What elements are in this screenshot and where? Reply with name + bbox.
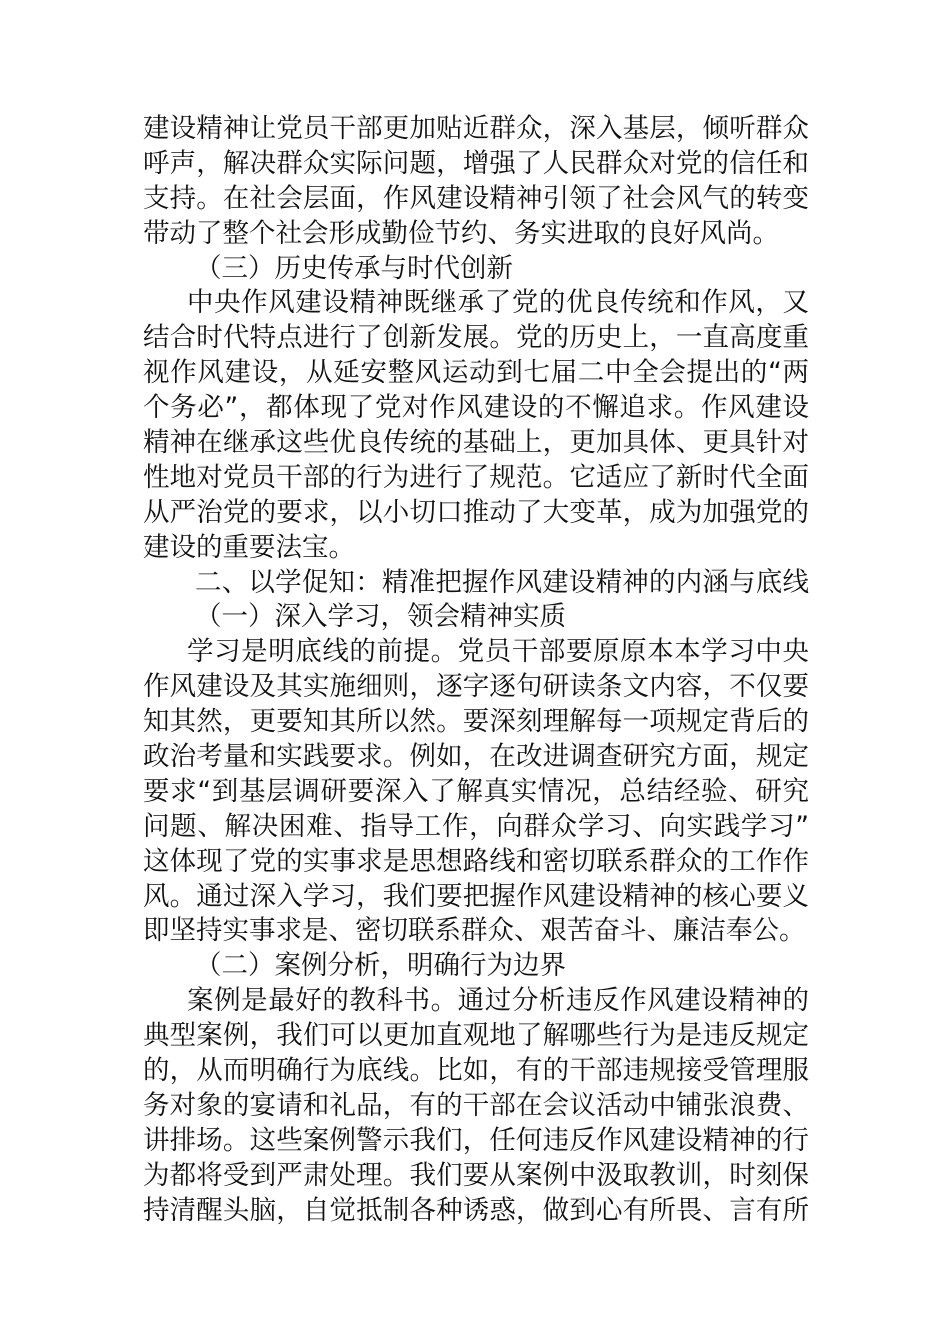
document-body bbox=[143, 112, 809, 1229]
paragraph-line: 这体现了党的实事求是思想路线和密切联系群众的工作作 bbox=[143, 845, 809, 877]
paragraph-line: 讲排场。这些案例警示我们，任何违反作风建设精神的行 bbox=[143, 1124, 809, 1156]
paragraph-line: 案例是最好的教科书。通过分析违反作风建设精神的 bbox=[187, 985, 809, 1017]
paragraph-line: 的，从而明确行为底线。比如，有的干部违规接受管理服 bbox=[143, 1055, 809, 1087]
subsection-heading: （二）案例分析，明确行为边界 bbox=[195, 950, 566, 982]
paragraph-line: 中央作风建设精神既继承了党的优良传统和作风，又 bbox=[187, 287, 809, 319]
paragraph-line: 风。通过深入学习，我们要把握作风建设精神的核心要义 bbox=[143, 880, 809, 912]
paragraph-line: 要求“到基层调研要深入了解真实情况，总结经验、研究 bbox=[143, 775, 809, 807]
paragraph-line: 呼声，解决群众实际问题，增强了人民群众对党的信任和 bbox=[143, 147, 809, 179]
paragraph-line: 为都将受到严肃处理。我们要从案例中汲取教训，时刻保 bbox=[143, 1159, 809, 1191]
subsection-heading: （一）深入学习，领会精神实质 bbox=[195, 601, 566, 633]
section-heading: 二、以学促知：精准把握作风建设精神的内涵与底线 bbox=[195, 566, 809, 598]
paragraph-line: 支持。在社会层面，作风建设精神引领了社会风气的转变 bbox=[143, 182, 809, 214]
paragraph-line: 带动了整个社会形成勤俭节约、务实进取的良好风尚。 bbox=[143, 217, 779, 249]
paragraph-line: 政治考量和实践要求。例如，在改进调查研究方面，规定 bbox=[143, 741, 809, 773]
paragraph-line: 知其然，更要知其所以然。要深刻理解每一项规定背后的 bbox=[143, 706, 809, 738]
paragraph-line: 作风建设及其实施细则，逐字逐句研读条文内容，不仅要 bbox=[143, 671, 809, 703]
paragraph-line: 视作风建设，从延安整风运动到七届二中全会提出的“两 bbox=[143, 357, 809, 389]
paragraph-line: 持清醒头脑，自觉抵制各种诱惑，做到心有所畏、言有所 bbox=[143, 1194, 809, 1226]
paragraph-line: 建设的重要法宝。 bbox=[143, 531, 355, 563]
paragraph-line: 个务必”，都体现了党对作风建设的不懈追求。作风建设 bbox=[143, 392, 809, 424]
paragraph-line: 务对象的宴请和礼品，有的干部在会议活动中铺张浪费、 bbox=[143, 1089, 809, 1121]
paragraph-line: 精神在继承这些优良传统的基础上，更加具体、更具针对 bbox=[143, 427, 809, 459]
paragraph-line: 即坚持实事求是、密切联系群众、艰苦奋斗、廉洁奉公。 bbox=[143, 915, 806, 947]
paragraph-line: 典型案例，我们可以更加直观地了解哪些行为是违反规定 bbox=[143, 1020, 809, 1052]
paragraph-line: 结合时代特点进行了创新发展。党的历史上，一直高度重 bbox=[143, 322, 809, 354]
subsection-heading: （三）历史传承与时代创新 bbox=[195, 252, 513, 284]
paragraph-line: 学习是明底线的前提。党员干部要原原本本学习中央 bbox=[187, 636, 809, 668]
paragraph-line: 问题、解决困难、指导工作，向群众学习、向实践学习” bbox=[143, 810, 809, 842]
paragraph-line: 性地对党员干部的行为进行了规范。它适应了新时代全面 bbox=[143, 461, 809, 493]
paragraph-line: 建设精神让党员干部更加贴近群众，深入基层，倾听群众 bbox=[143, 113, 809, 144]
paragraph-line: 从严治党的要求，以小切口推动了大变革，成为加强党的 bbox=[143, 496, 809, 528]
